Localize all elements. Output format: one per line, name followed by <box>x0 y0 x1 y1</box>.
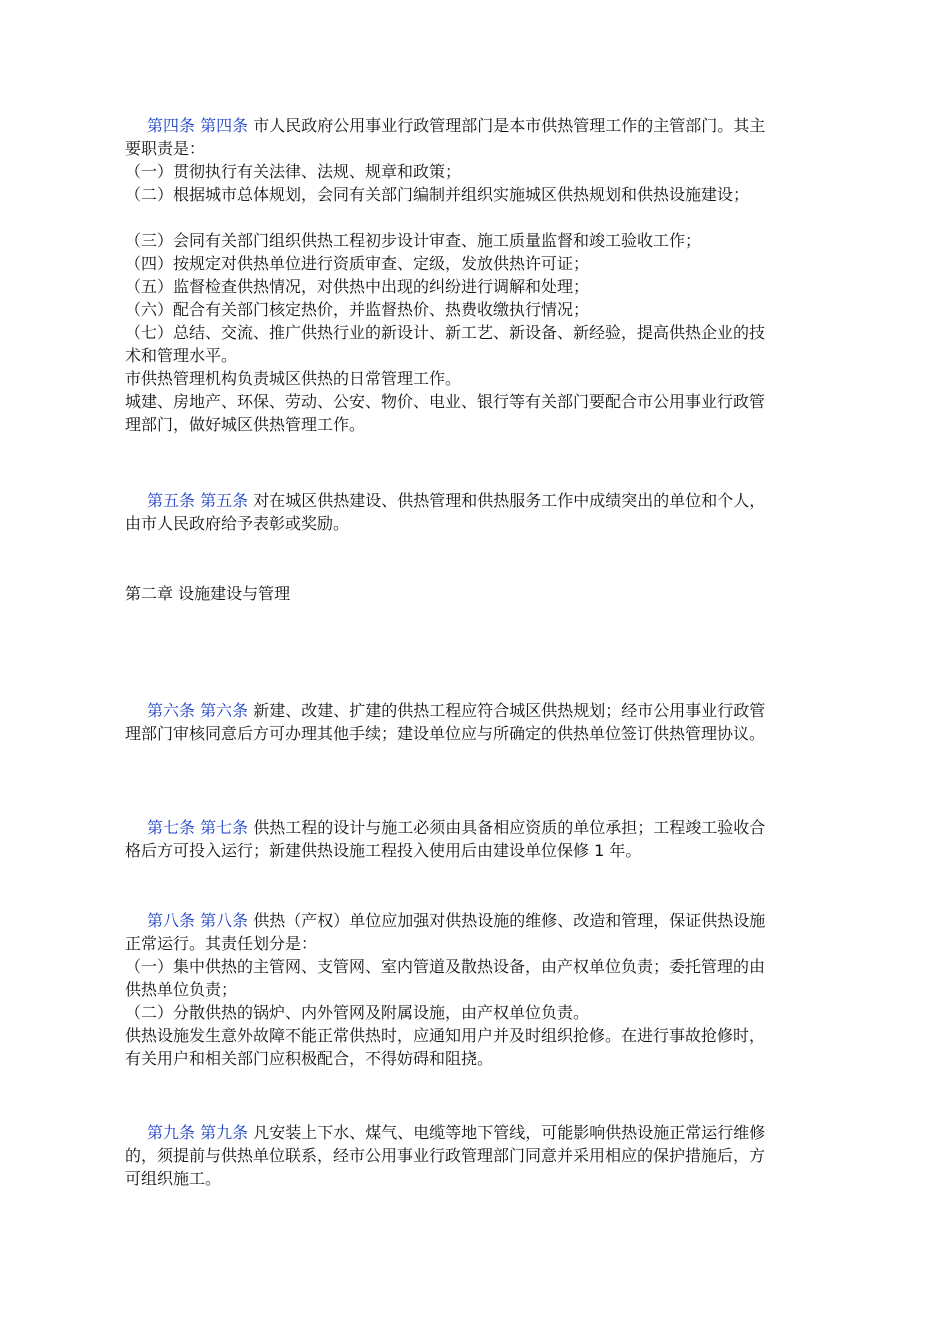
article-4-item-4: （四）按规定对供热单位进行资质审查、定级，发放供热许可证； <box>125 254 590 273</box>
article-8-label-repeat: 第八条 <box>200 911 249 930</box>
article-6-line: 理部门审核同意后方可办理其他手续；建设单位应与所确定的供热单位签订供热管理协议。 <box>125 724 766 743</box>
article-9-line: 的，须提前与供热单位联系，经市公用事业行政管理部门同意并采用相应的保护措施后，方 <box>125 1146 766 1165</box>
article-7-text: 供热工程的设计与施工必须由具备相应资质的单位承担；工程竣工验收合 <box>253 818 766 837</box>
article-5-first-line <box>125 489 837 512</box>
article-4-item-2: （二）根据城市总体规划，会同有关部门编制并组织实施城区供热规划和供热设施建设； <box>125 185 750 204</box>
article-7-first-line <box>125 816 837 839</box>
article-4-paragraph: 市供热管理机构负责城区供热的日常管理工作。 <box>125 369 462 388</box>
article-8-first-line <box>125 909 837 932</box>
article-5 <box>125 489 837 535</box>
article-4-first-line <box>125 114 837 137</box>
article-4-line: 要职责是： <box>125 139 206 158</box>
article-6-text: 新建、改建、扩建的供热工程应符合城区供热规划；经市公用事业行政管 <box>253 701 766 720</box>
chapter-heading <box>125 582 837 605</box>
article-4-text: 市人民政府公用事业行政管理部门是本市供热管理工作的主管部门。其主 <box>253 116 766 135</box>
article-7-label: 第七条 <box>147 818 196 837</box>
article-4-paragraph-cont: 理部门，做好城区供热管理工作。 <box>125 415 366 434</box>
article-5-label-repeat: 第五条 <box>200 491 249 510</box>
article-6-label-repeat: 第六条 <box>200 701 249 720</box>
article-4-item-7: （七）总结、交流、推广供热行业的新设计、新工艺、新设备、新经验，提高供热企业的技 <box>125 323 766 342</box>
article-4-item-6: （六）配合有关部门核定热价，并监督热价、热费收缴执行情况； <box>125 300 590 319</box>
article-4-item-7-cont: 术和管理水平。 <box>125 346 238 365</box>
article-6 <box>125 699 837 745</box>
article-8 <box>125 909 837 1070</box>
article-6-first-line <box>125 699 837 722</box>
article-7 <box>125 816 837 862</box>
article-4-label: 第四条 <box>147 116 196 135</box>
article-9-label-repeat: 第九条 <box>200 1123 249 1142</box>
article-8-item-1: （一）集中供热的主管网、支管网、室内管道及散热设备，由产权单位负责；委托管理的由 <box>125 957 766 976</box>
chapter-title: 第二章 设施建设与管理 <box>125 584 291 603</box>
article-4 <box>125 114 837 436</box>
article-9-line-cont: 可组织施工。 <box>125 1169 222 1188</box>
article-8-text: 供热（产权）单位应加强对供热设施的维修、改造和管理，保证供热设施 <box>253 911 766 930</box>
article-8-label: 第八条 <box>147 911 196 930</box>
article-9-first-line <box>125 1121 837 1144</box>
article-8-line: 正常运行。其责任划分是： <box>125 934 318 953</box>
article-8-item-1-cont: 供热单位负责； <box>125 980 238 999</box>
article-4-label-repeat: 第四条 <box>200 116 249 135</box>
article-8-paragraph-cont: 有关用户和相关部门应积极配合，不得妨碍和阻挠。 <box>125 1049 494 1068</box>
article-8-paragraph: 供热设施发生意外故障不能正常供热时，应通知用户并及时组织抢修。在进行事故抢修时， <box>125 1026 766 1045</box>
article-9-text: 凡安装上下水、煤气、电缆等地下管线，可能影响供热设施正常运行维修 <box>253 1123 766 1142</box>
article-4-item-5: （五）监督检查供热情况，对供热中出现的纠纷进行调解和处理； <box>125 277 590 296</box>
article-7-line: 格后方可投入运行；新建供热设施工程投入使用后由建设单位保修 1 年。 <box>125 841 642 860</box>
article-4-item-1: （一）贯彻执行有关法律、法规、规章和政策； <box>125 162 462 181</box>
article-6-label: 第六条 <box>147 701 196 720</box>
article-7-label-repeat: 第七条 <box>200 818 249 837</box>
article-9 <box>125 1121 837 1190</box>
article-9-label: 第九条 <box>147 1123 196 1142</box>
article-4-paragraph: 城建、房地产、环保、劳动、公安、物价、电业、银行等有关部门要配合市公用事业行政管 <box>125 392 766 411</box>
article-5-label: 第五条 <box>147 491 196 510</box>
article-5-line: 由市人民政府给予表彰或奖励。 <box>125 514 350 533</box>
article-4-blank-line <box>125 206 837 229</box>
article-5-text: 对在城区供热建设、供热管理和供热服务工作中成绩突出的单位和个人， <box>253 491 766 510</box>
article-8-item-2: （二）分散供热的锅炉、内外管网及附属设施，由产权单位负责。 <box>125 1003 590 1022</box>
article-4-item-3: （三）会同有关部门组织供热工程初步设计审查、施工质量监督和竣工验收工作； <box>125 231 702 250</box>
